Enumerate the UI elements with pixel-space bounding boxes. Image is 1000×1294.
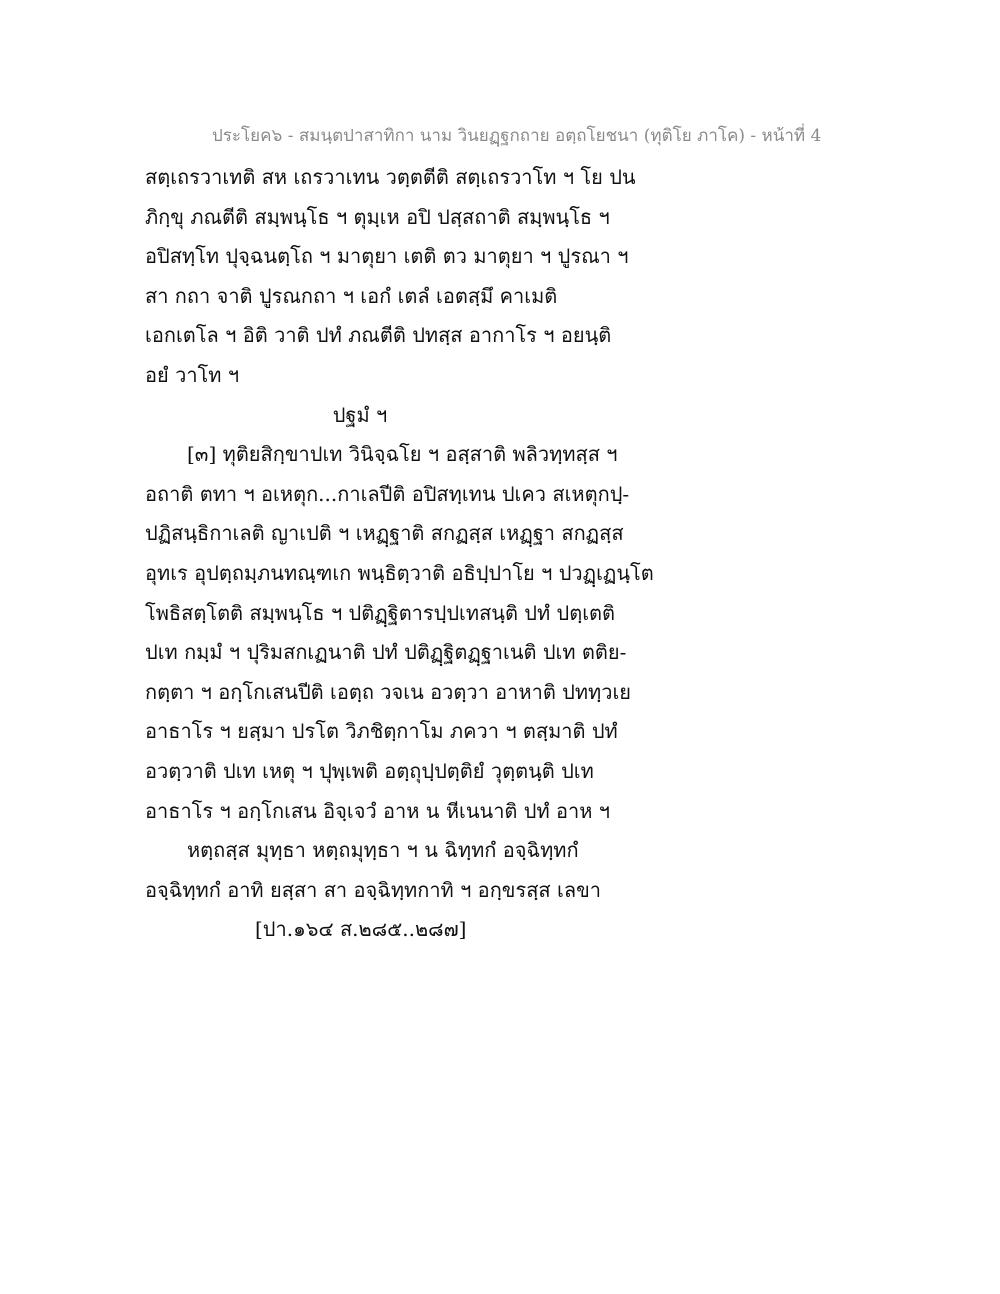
text-line: อจฺฉิทฺทกํ อาทิ ยสฺสา สา อจฺฉิทฺทกาทิ ฯ อกฺขรสฺส เลขา (145, 877, 601, 902)
text-line: ปฏิสนฺธิกาเลติ ญาเปติ ฯ เหฏฺฐาติ สกฏสฺส เหฏฺฐา สกฏสฺส (145, 521, 624, 546)
text-line: อาธาโร ฯ อกฺโกเสน อิจฺเจวํ อาห น หีเนนาติ ปทํ อาห ฯ (145, 798, 611, 823)
text-line: อถาติ ตทา ฯ อเหตุก...กาเลปีติ อปิสทฺเทน ปเคว สเหตุกปฺ- (145, 481, 630, 506)
text-line: อาธาโร ฯ ยสฺมา ปรโต วิภชิตฺกาโม ภควา ฯ ตสฺมาติ ปทํ (145, 719, 618, 744)
text-line: เอกเตโล ฯ อิติ วาติ ปทํ ภณตีติ ปทสฺส อากาโร ฯ อยนฺติ (145, 323, 612, 348)
text-line: สตฺเถรวาเทติ สห เถรวาเทน วตฺตตีติ สตฺเถรวาโท ฯ โย ปน (145, 165, 636, 189)
body-text (145, 158, 654, 950)
text-line: อวตฺวาติ ปเท เหตุ ฯ ปุพฺเพติ อตฺถุปฺปตฺติยํ วุตฺตนฺติ ปเท (145, 758, 594, 783)
text-line: ภิกฺขุ ภณตีติ สมฺพนฺโธ ฯ ตุมฺเห อปิ ปสฺสถาติ สมฺพนฺโธ ฯ (145, 204, 610, 229)
text-line: [๓] ทุติยสิกฺขาปเท วินิจฺฉโย ฯ อสฺสาติ พลิวทฺทสฺส ฯ (187, 442, 618, 467)
text-line: โพธิสตฺโตติ สมฺพนฺโธ ฯ ปติฏฺฐิตารปฺปเทสนฺติ ปทํ ปตฺเตติ (145, 600, 616, 625)
text-line: หตฺถสฺส มุทฺธา หตฺถมุทฺธา ฯ น ฉิทฺทกํ อจฺฉิทฺทกํ (187, 838, 579, 863)
running-header: ประโยค๖ - สมนฺตปาสาทิกา นาม วินยฏฺฐกถาย อตฺถโยชนา (ทุติโย ภาโค) - หน้าที่ 4 (212, 126, 822, 146)
text-line: สา กถา จาติ ปูรณกถา ฯ เอกํ เตลํ เอตสฺมึ คาเมติ (145, 283, 558, 308)
text-line: ปเท กมฺมํ ฯ ปุริมสกเฏนาติ ปทํ ปติฏฺฐิตฏฺฐาเนติ ปเท ตติย- (145, 640, 627, 665)
text-line: อุทเร อุปตฺถมฺภนทณฺฑเก พนฺธิตฺวาติ อธิปฺปาโย ฯ ปวฏฺเฏนฺโต (145, 560, 654, 585)
text-line: อยํ วาโท ฯ (145, 362, 240, 387)
text-line: อปิสทฺโท ปุจฺฉนตฺโถ ฯ มาตุยา เตติ ตว มาตุยา ฯ ปูรณา ฯ (145, 244, 629, 269)
page-reference: [ปา.๑๖๔ ส.๒๘๕..๒๘๗] (255, 917, 467, 942)
text-line: กตฺตา ฯ อกฺโกเสนปีติ เอตฺถ วจเน อวตฺวา อาหาติ ปททฺวเย (145, 679, 632, 704)
section-title: ปฐมํ ฯ (332, 402, 388, 427)
